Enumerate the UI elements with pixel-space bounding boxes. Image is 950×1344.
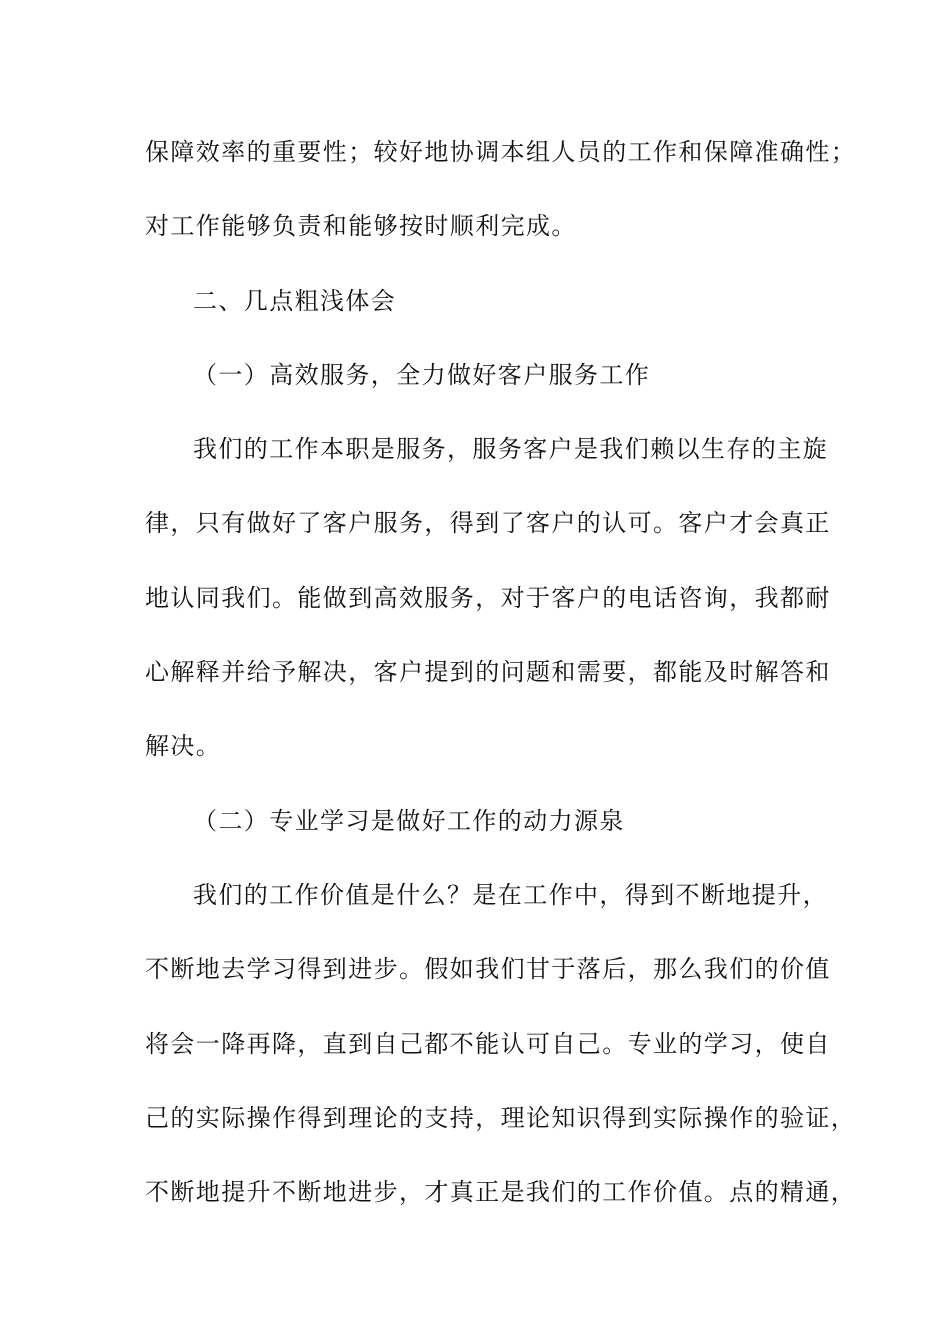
subsection-heading: （一）高效服务，全力做好客户服务工作 xyxy=(193,360,651,389)
body-line: 解决。 xyxy=(145,732,222,761)
body-line: 保障效率的重要性；较好地协调本组人员的工作和保障准确性； xyxy=(145,138,857,166)
subsection-heading: （二）专业学习是做好工作的动力源泉 xyxy=(193,806,625,835)
body-line: 己的实际操作得到理论的支持，理论知识得到实际操作的验证， xyxy=(145,1103,857,1132)
body-line: 心解释并给予解决，客户提到的问题和需要，都能及时解答和 xyxy=(145,658,831,687)
body-line: 律，只有做好了客户服务，得到了客户的认可。客户才会真正 xyxy=(145,509,831,538)
body-line: 我们的工作价值是什么？是在工作中，得到不断地提升， xyxy=(193,880,828,909)
body-line: 将会一降再降，直到自己都不能认可自己。专业的学习，使自 xyxy=(145,1029,831,1058)
document-body xyxy=(145,128,857,1242)
body-line: 地认同我们。能做到高效服务，对于客户的电话咨询，我都耐 xyxy=(145,583,831,612)
body-line: 不断地去学习得到进步。假如我们甘于落后，那么我们的价值 xyxy=(145,955,831,984)
body-line: 不断地提升不断地进步，才真正是我们的工作价值。点的精通， xyxy=(145,1178,857,1207)
body-line: 我们的工作本职是服务，服务客户是我们赖以生存的主旋 xyxy=(193,435,828,464)
body-line: 对工作能够负责和能够按时顺利完成。 xyxy=(145,212,577,241)
section-heading: 二、几点粗浅体会 xyxy=(193,286,397,315)
